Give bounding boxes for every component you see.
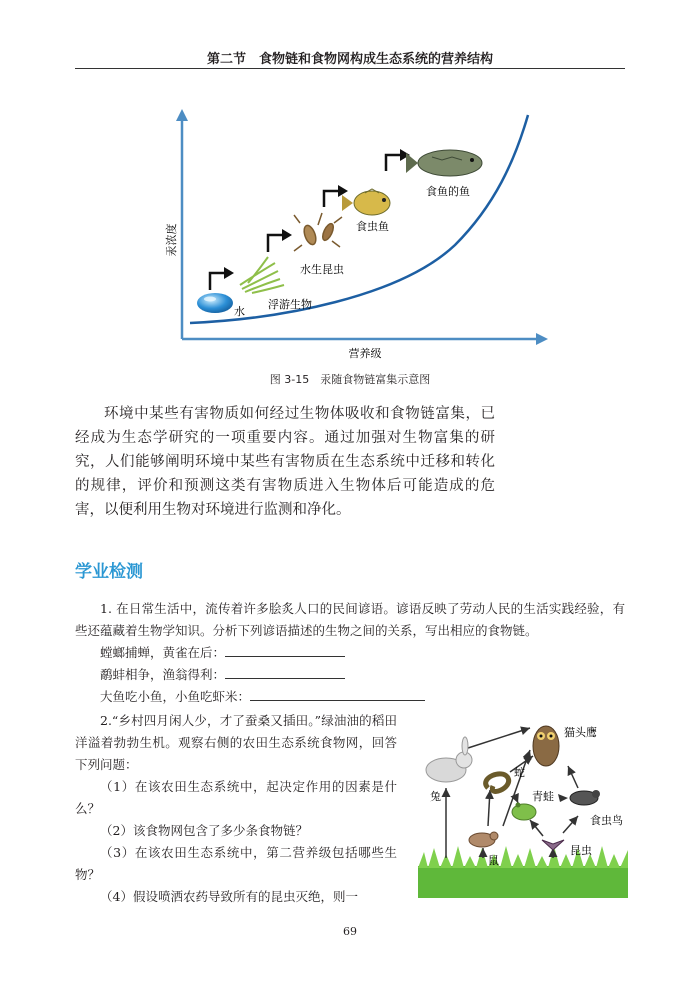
answer-blank: [250, 686, 425, 701]
snake-icon: [486, 774, 509, 792]
stage-label-plankton: 浮游生物: [268, 298, 312, 311]
answer-blank: [225, 642, 345, 657]
rabbit-icon: [426, 737, 472, 782]
bass-icon: [406, 150, 482, 176]
mouse-icon: [469, 832, 498, 847]
question-1-item: [100, 686, 425, 708]
question-1-item: [100, 642, 345, 664]
section-title: 学业检测: [75, 562, 143, 582]
stage-label-water: 水: [234, 305, 245, 318]
sunfish-icon: [342, 189, 390, 215]
running-header: 第二节 食物链和食物网构成生态系统的营养结构: [206, 52, 493, 67]
insect-icon: [542, 840, 564, 850]
plankton-icon: [240, 257, 284, 293]
web-label-snake: 蛇: [514, 766, 525, 779]
figure-caption: 图 3-15 汞随食物链富集示意图: [269, 373, 431, 386]
concentration-curve: [190, 115, 528, 323]
food-web-figure: [418, 708, 628, 898]
question-2-stem: 2.“乡村四月闲人少，才了蚕桑又插田。”绿油油的稻田洋溢着勃勃生机。观察右侧的农田生态系统食物网，回答下列问题：: [75, 713, 397, 772]
question-2-part: （4）假设喷洒农药导致所有的昆虫灭绝，则一: [100, 889, 358, 904]
header-rule: [75, 68, 625, 69]
x-axis: [182, 333, 548, 345]
stage-label-insect: 水生昆虫: [300, 263, 344, 276]
web-label-mouse: 鼠: [488, 854, 499, 867]
arrow-icon: [210, 267, 234, 290]
question-2-part: （2）该食物网包含了多少条食物链？: [100, 823, 308, 838]
stage-label-insectivorous-fish: 食虫鱼: [356, 220, 389, 233]
question-1-stem: 1. 在日常生活中，流传着许多脍炙人口的民间谚语。谚语反映了劳动人民的生活实践经验，有些还蕴藏着生物学知识。分析下列谚语描述的生物之间的关系，写出相应的食物链。: [75, 601, 625, 638]
x-axis-label: 营养级: [348, 347, 382, 360]
web-label-rabbit: 兔: [430, 790, 441, 803]
web-label-frog: 青蛙: [532, 790, 554, 803]
grass-icon: [418, 846, 628, 898]
water-drop-icon: [197, 293, 233, 313]
web-label-insect: 昆虫: [570, 844, 592, 857]
question-2-block: [75, 710, 397, 908]
question-1-item: [100, 664, 345, 686]
biomagnification-figure: [160, 105, 560, 363]
bird-icon: [558, 790, 600, 805]
question-1-item-text: 大鱼吃小鱼，小鱼吃虾米：: [100, 689, 251, 704]
body-paragraph: 环境中某些有害物质如何经过生物体吸收和食物链富集，已经成为生态学研究的一项重要内容。通过加强对生物富集的研究，人们能够阐明环境中某些有害物质在生态系统中迁移和转化的规律，评价和预测这类有害物质进入生物体后可能造成的危害，以便利用生物对环境进行监测和净化。: [75, 406, 495, 518]
arrow-icon: [268, 229, 292, 252]
body-text: [75, 402, 495, 522]
question-1-item-text: 螳螂捕蝉，黄雀在后：: [100, 645, 226, 660]
y-axis-label: 汞浓度: [165, 223, 178, 257]
page-number: 69: [343, 925, 357, 938]
aquatic-insect-icon: [294, 213, 342, 251]
stage-label-piscivorous-fish: 食鱼的鱼: [426, 185, 470, 198]
owl-icon: [533, 726, 559, 766]
web-label-owl: 猫头鹰: [564, 726, 597, 739]
question-2-part: （1）在该农田生态系统中，起决定作用的因素是什么？: [75, 779, 397, 816]
question-1-item-text: 鹬蚌相争，渔翁得利：: [100, 667, 226, 682]
answer-blank: [225, 664, 345, 679]
frog-icon: [512, 803, 536, 821]
web-label-bird: 食虫鸟: [590, 814, 623, 827]
question-2-part: （3）在该农田生态系统中，第二营养级包括哪些生物？: [75, 845, 397, 882]
